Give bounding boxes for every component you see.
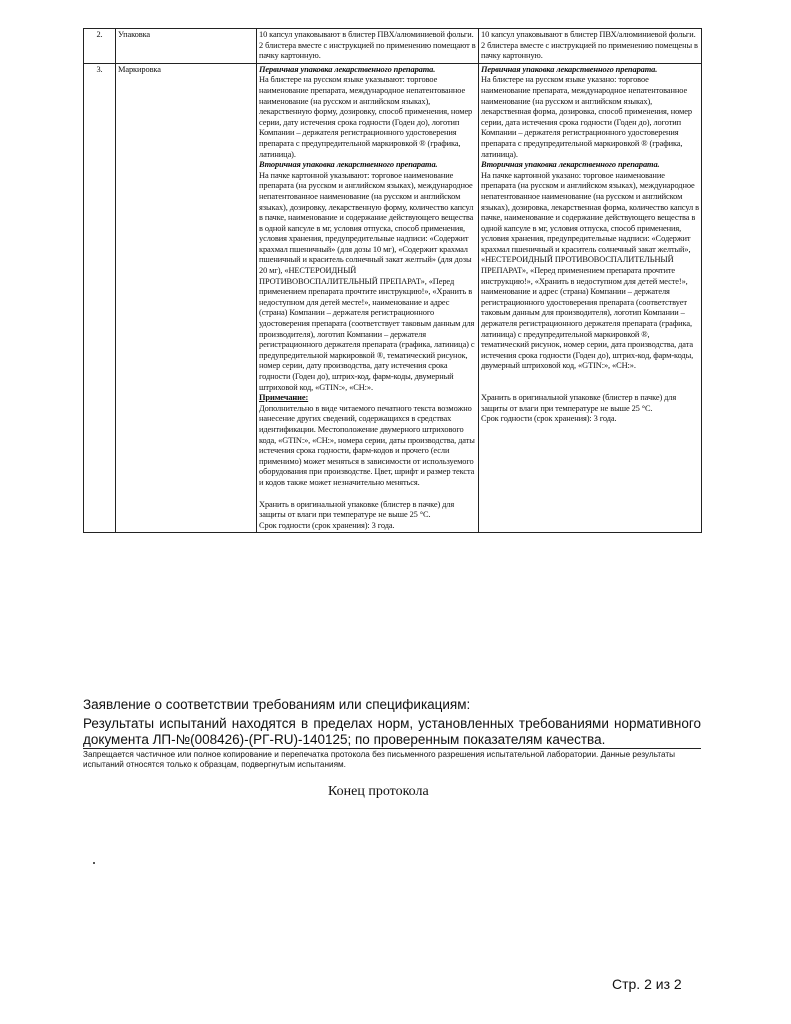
primary-packaging-heading: Первичная упаковка лекарственного препарата. <box>259 64 436 74</box>
result-line: 10 капсул упаковывают в блистер ПВХ/алюминиевой фольги. <box>481 30 696 39</box>
row-result <box>479 63 702 533</box>
primary-packaging-heading: Первичная упаковка лекарственного препарата. <box>481 64 658 74</box>
note-text: Дополнительно в виде читаемого печатного текста возможно нанесение других сведений, содержащихся в средствах идентификации. Местоположение двумерного штрихового кода, «GTIN:», «CH:», номера серии, даты производства, даты истечения срока годности, фарм-кодов и прочего (если применимо) может меняться в зависимости от используемого оборудования при производстве. Цвет, шрифт и размер текста и кодов также может незначительно меняться. <box>259 403 475 487</box>
row-parameter: Маркировка <box>116 63 257 533</box>
secondary-packaging-heading: Вторичная упаковка лекарственного препарата. <box>481 160 660 170</box>
specification-table <box>83 28 702 533</box>
scan-mark <box>93 862 95 864</box>
page-number: Стр. 2 из 2 <box>612 976 682 992</box>
shelf-life-text: Срок годности (срок хранения): 3 года. <box>481 414 617 424</box>
secondary-packaging-heading: Вторичная упаковка лекарственного препарата. <box>259 160 438 170</box>
compliance-statement-title: Заявление о соответствии требованиям или спецификациям: <box>83 697 471 712</box>
storage-text: Хранить в оригинальной упаковке (блистер в пачке) для защиты от влаги при температуре не выше 25 °C. <box>259 499 455 520</box>
row-specification <box>257 29 479 64</box>
copy-disclaimer: Запрещается частичное или полное копирование и перепечатка протокола без письменного разрешения испытательной лаборатории. Данные результаты испытаний относятся только к образцам, подвергнутым испытаниям. <box>83 750 675 769</box>
compliance-statement-text: Результаты испытаний находятся в пределах норм, установленных требованиями нормативного документа ЛП-№(008426)-(РГ-RU)-140125; по проверенным показателям качества. <box>83 716 701 747</box>
primary-packaging-text: На блистере на русском языке указано: торговое наименование препарата, международное непатентованное наименование (на русском и английском языках), лекарственная форма, дозировка, способ применения, номер серии, дата истечения срока годности (Годен до), логотип Компании – держателя регистрационного удостоверения препарата с предупредительной маркировкой ® (графика, латиница). <box>481 75 692 159</box>
row-result <box>479 29 702 64</box>
spec-line: 2 блистера вместе с инструкцией по применению помещают в пачку картонную. <box>259 40 476 61</box>
note-heading: Примечание: <box>259 393 309 403</box>
row-specification <box>257 63 479 533</box>
primary-packaging-text: На блистере на русском языке указывают: торговое наименование препарата, международное непатентованное наименование (на русском и английском языках), лекарственную форму, дозировку, способ применения, номер серии, дату истечения срока годности (Годен до), логотип Компании – держателя регистрационного удостоверения препарата с предупредительной маркировкой ® (графика, латиница). <box>259 75 473 159</box>
secondary-packaging-text: На пачке картонной указывают: торговое наименование препарата (на русском и английском языках), международное непатентованное наименование (на русском и английском языках), дозировку, лекарственную форму, количество капсул в пачке, наименование и содержание действующего вещества в одной капсуле в мг, условия отпуска, способ применения, условия хранения, предупредительные надписи: «Содержит крахмал пшеничный» (для дозы 10 мг), «Содержит крахмал пшеничный и краситель солнечный закат желтый» (для дозы 20 мг), «НЕСТЕРОИДНЫЙ ПРОТИВОВОСПАЛИТЕЛЬНЫЙ ПРЕПАРАТ», «Перед применением препарата прочтите инструкцию!», «Хранить в недоступном для детей месте!», наименование и адрес (страна) Компании – держателя регистрационного удостоверения препарата (соответствует таковым данным для производителя), логотип Компании – держателя регистрационного держателя препарата (графика, латиница) с предупредительной маркировкой ®, тематический рисунок, номер серии, дату производства, дату истечения срока годности (Годен до), штрих-код, фарм-коды, двумерный штриховой код, «GTIN:», «CH:». <box>259 170 475 392</box>
secondary-packaging-text: На пачке картонной указано: торговое наименование препарата (на русском и английском языках), международное непатентованное наименование (на русском и английском языках), дозировка, лекарственная форма, количество капсул в пачке, наименование и содержание действующего вещества в одной капсуле в мг, условия отпуска, способ применения, условия хранения, предупредительные надписи: «Содержит крахмал пшеничный и краситель солнечный закат желтый», «НЕСТЕРОИДНЫЙ ПРОТИВОВОСПАЛИТЕЛЬНЫЙ ПРЕПАРАТ», «Перед применением препарата прочтите инструкцию!», «Хранить в недоступном для детей месте!», наименование и адрес (страна) Компании – держателя регистрационного удостоверения препарата (соответствует таковым данным для производителя), логотип Компании – держателя регистрационного держателя препарата (графика, латиница) с предупредительной маркировкой ®, тематический рисунок, номер серии, дата производства, дата истечения срока годности (Годен до), штрих-код, фарм-коды, двумерный штриховой код, «GTIN:», «CH:». <box>481 170 699 371</box>
result-line: 2 блистера вместе с инструкцией по применению помещены в пачку картонную. <box>481 40 698 61</box>
shelf-life-text: Срок годности (срок хранения): 3 года. <box>259 520 395 530</box>
divider <box>83 748 701 749</box>
end-of-protocol: Конец протокола <box>328 784 429 799</box>
table-row <box>84 63 702 533</box>
row-parameter: Упаковка <box>116 29 257 64</box>
row-number: 3. <box>84 63 116 533</box>
table-row <box>84 29 702 64</box>
spec-line: 10 капсул упаковывают в блистер ПВХ/алюминиевой фольги. <box>259 30 474 39</box>
row-number: 2. <box>84 29 116 64</box>
storage-text: Хранить в оригинальной упаковке (блистер в пачке) для защиты от влаги при температуре не выше 25 °C. <box>481 393 677 413</box>
